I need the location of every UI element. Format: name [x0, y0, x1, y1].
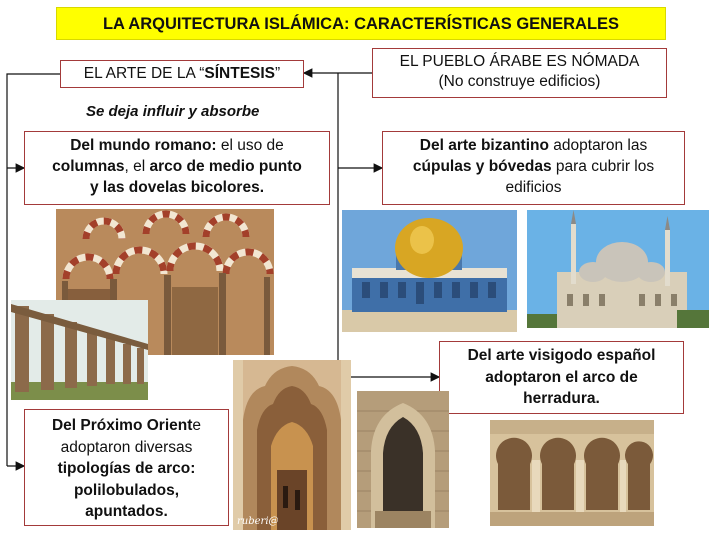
visigoth-line1: Del arte visigodo español — [467, 347, 656, 364]
nomad-box — [372, 48, 667, 98]
roman-t1: el uso de — [216, 137, 284, 154]
visigoth-line3: herradura. — [523, 390, 600, 407]
ne-t1: e — [192, 417, 202, 434]
byz-t2: para cubrir los — [551, 158, 655, 175]
synthesis-prefix: EL ARTE DE LA “ — [83, 65, 205, 82]
horseshoe-arches-photo — [490, 420, 654, 526]
visigoth-line2: adoptaron el arco de — [485, 368, 638, 386]
byz-b2: cúpulas y bóvedas — [412, 158, 552, 175]
ottoman-mosque-photo — [527, 210, 709, 328]
byzantine-box — [382, 131, 685, 205]
roman-t2: , el — [124, 158, 150, 175]
polylobed-arches-photo — [233, 360, 351, 530]
near-east-box — [24, 409, 229, 526]
byz-t1: adoptaron las — [548, 137, 648, 154]
roman-b4: y las dovelas bicolores. — [89, 179, 265, 196]
roman-b2: columnas — [52, 158, 125, 175]
ne-b2: tipologías de arco: — [57, 460, 196, 477]
ne-b1: Del Próximo Orient — [51, 417, 193, 434]
dome-of-the-rock-photo — [342, 210, 517, 332]
nomad-line1: EL PUEBLO ÁRABE ES NÓMADA — [399, 53, 640, 70]
pointed-arch-photo — [357, 391, 449, 528]
synthesis-box — [60, 60, 304, 88]
ne-t2: adoptaron diversas — [60, 438, 193, 456]
byz-t3: edificios — [505, 179, 562, 196]
roman-b3: arco de medio punto — [149, 158, 302, 175]
roman-aqueduct-photo — [11, 300, 148, 400]
influence-text: Se deja influir y absorbe — [86, 103, 260, 120]
ne-b3: polilobulados, — [73, 481, 180, 499]
roman-b1: Del mundo romano: — [70, 137, 217, 154]
ne-b4: apuntados. — [85, 503, 168, 520]
roman-box — [24, 131, 330, 205]
page-title: LA ARQUITECTURA ISLÁMICA: CARACTERÍSTICAS GENERALES — [56, 7, 666, 40]
synthesis-bold: SÍNTESIS — [204, 65, 276, 82]
photo-credit: ruberi@ — [237, 516, 279, 527]
byz-b1: Del arte bizantino — [419, 137, 549, 154]
nomad-line2: (No construye edificios) — [438, 73, 601, 90]
synthesis-suffix: ” — [275, 65, 281, 82]
visigoth-box — [439, 341, 684, 414]
